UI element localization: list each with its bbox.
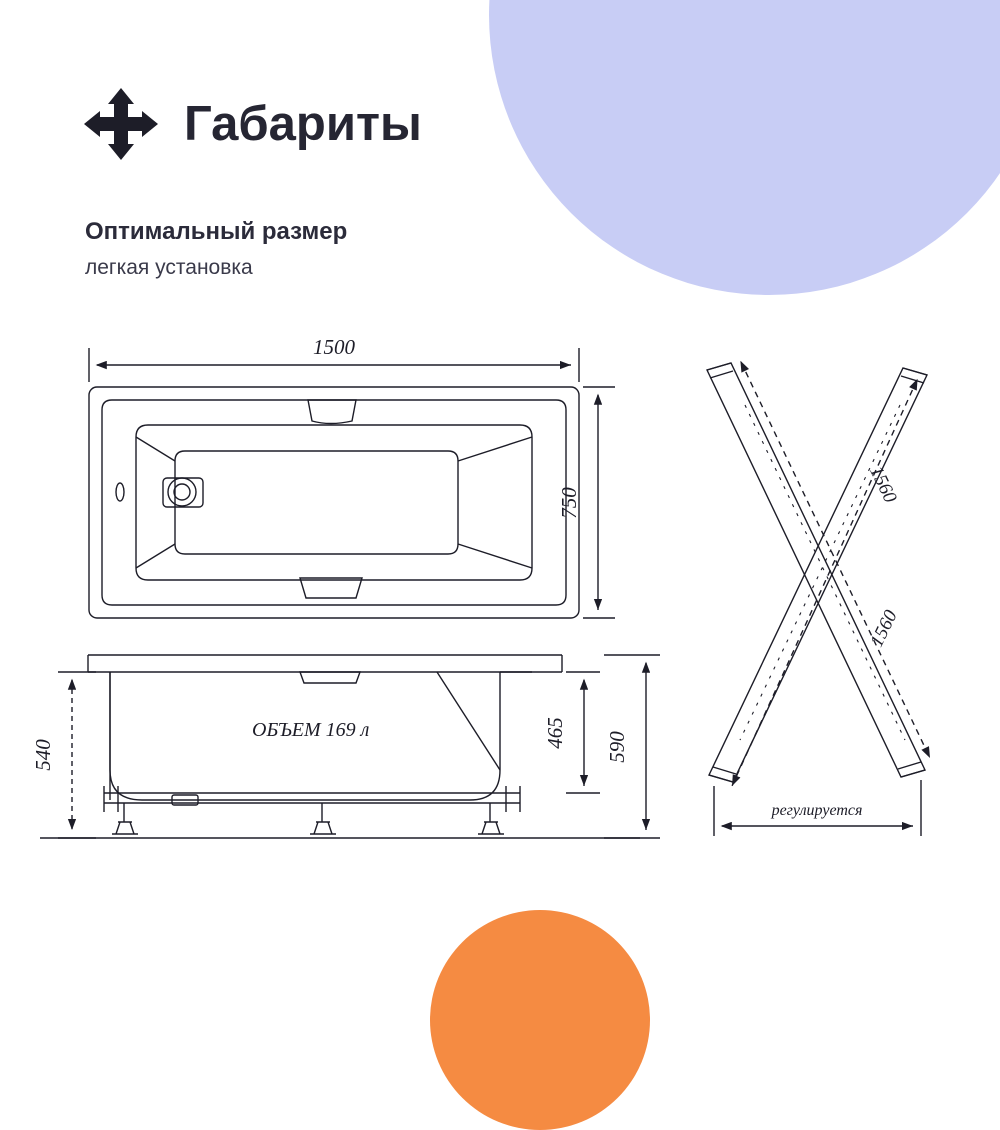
label-height-540: 540 bbox=[31, 739, 55, 771]
label-volume: ОБЪЕМ 169 л bbox=[252, 719, 370, 741]
label-width-1500: 1500 bbox=[313, 335, 355, 359]
label-depth-750: 750 bbox=[557, 487, 581, 519]
label-height-465: 465 bbox=[543, 717, 567, 749]
dimension-diagonal-2 bbox=[732, 380, 917, 786]
bathtub-frame-x-view-outline bbox=[707, 363, 927, 782]
subtitle-secondary: легкая установка bbox=[85, 256, 253, 279]
dimension-top-depth bbox=[583, 387, 615, 618]
label-height-590: 590 bbox=[605, 731, 629, 763]
dimension-diagonal-1 bbox=[741, 362, 930, 758]
bathtub-top-view-outline bbox=[89, 387, 579, 618]
label-diagonal-2: 1560 bbox=[866, 606, 902, 651]
label-diagonal-1: 1560 bbox=[865, 462, 901, 507]
dimension-side-465 bbox=[566, 672, 600, 793]
subtitle-primary: Оптимальный размер bbox=[85, 218, 348, 245]
page-title: Габариты bbox=[184, 96, 422, 151]
dimension-side-540 bbox=[58, 672, 96, 838]
label-adjustable: регулируется bbox=[771, 802, 863, 819]
